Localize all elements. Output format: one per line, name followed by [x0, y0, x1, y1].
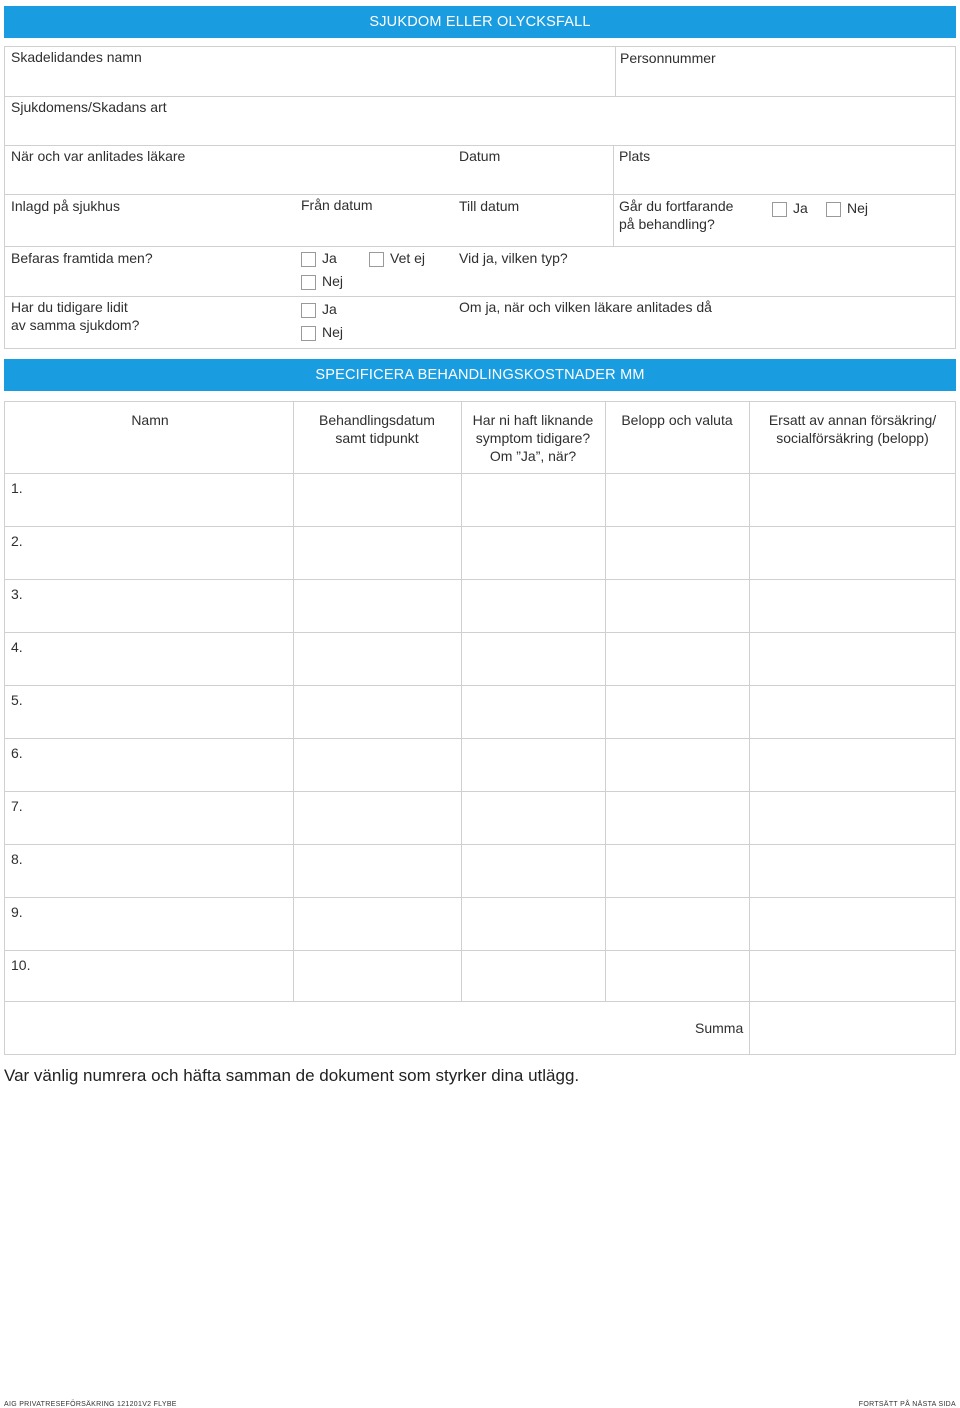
- future-injury-dontknow-checkbox[interactable]: [369, 252, 384, 267]
- future-injury-yes-label: Ja: [322, 250, 337, 266]
- future-injury-no-checkbox[interactable]: [301, 275, 316, 290]
- sum-label: Summa: [695, 1020, 744, 1036]
- table-row-number: 8.: [11, 851, 23, 867]
- from-date-field[interactable]: Från datum: [301, 197, 373, 213]
- col-header-amount: Belopp och valuta: [621, 412, 733, 428]
- ongoing-no-checkbox[interactable]: [826, 202, 841, 217]
- previous-doctor-field[interactable]: Om ja, när och vilken läkare anlitades då: [459, 299, 712, 315]
- previous-illness-line2: av samma sjukdom?: [11, 317, 140, 333]
- ongoing-treatment-line2: på behandling?: [619, 216, 715, 232]
- doctor-place-field[interactable]: Plats: [619, 148, 651, 164]
- future-injury-dontknow-label: Vet ej: [390, 250, 426, 266]
- illness-type-field[interactable]: Sjukdomens/Skadans art: [11, 99, 167, 115]
- injury-type-field[interactable]: Vid ja, vilken typ?: [459, 250, 568, 266]
- injured-name-field[interactable]: Skadelidandes namn: [11, 49, 142, 65]
- future-injury-yes-checkbox[interactable]: [301, 252, 316, 267]
- col-symptoms-line1: Har ni haft liknande: [472, 412, 594, 428]
- previous-illness-yes-label: Ja: [322, 301, 337, 317]
- ongoing-yes-label: Ja: [793, 200, 808, 216]
- table-row-number: 4.: [11, 639, 23, 655]
- personal-number-field[interactable]: Personnummer: [620, 50, 716, 66]
- table-row-number: 7.: [11, 798, 23, 814]
- table-row-number: 1.: [11, 480, 23, 496]
- ongoing-treatment-label: [619, 197, 733, 233]
- footer-continue: FORTSÄTT PÅ NÄSTA SIDA: [858, 1401, 956, 1408]
- instruction-note: Var vänlig numrera och häfta samman de dokument som styrker dina utlägg.: [4, 1066, 580, 1085]
- col-other-line1: Ersatt av annan försäkring/: [768, 412, 937, 428]
- table-row-number: 3.: [11, 586, 23, 602]
- table-row-number: 6.: [11, 745, 23, 761]
- col-other-line2: socialförsäkring (belopp): [776, 430, 929, 446]
- future-injury-label: Befaras framtida men?: [11, 250, 153, 266]
- ongoing-no-label: Nej: [847, 200, 869, 216]
- future-injury-no-label: Nej: [322, 273, 344, 289]
- col-header-treatment-date: [297, 411, 457, 447]
- col-symptoms-line3: Om ”Ja”, när?: [489, 448, 577, 464]
- previous-illness-label: [11, 298, 139, 334]
- section-title-illness: SJUKDOM ELLER OLYCKSFALL: [4, 6, 956, 38]
- sum-field[interactable]: [750, 1002, 955, 1054]
- hospitalized-label: Inlagd på sjukhus: [11, 198, 120, 214]
- table-row-number: 9.: [11, 904, 23, 920]
- previous-illness-yes-checkbox[interactable]: [301, 303, 316, 318]
- to-date-field[interactable]: Till datum: [459, 198, 520, 214]
- ongoing-yes-checkbox[interactable]: [772, 202, 787, 217]
- previous-illness-no-label: Nej: [322, 324, 344, 340]
- col-header-other-insurance: [751, 411, 954, 447]
- doctor-visit-field[interactable]: När och var anlitades läkare: [11, 148, 186, 164]
- col-header-name: Namn: [131, 412, 169, 428]
- footer-form-id: AIG PRIVATRESEFÖRSÄKRING 121201V2 FLYBE: [4, 1401, 177, 1408]
- col-symptoms-line2: symptom tidigare?: [475, 430, 591, 446]
- table-row-number: 2.: [11, 533, 23, 549]
- col-header-symptoms: [463, 411, 603, 465]
- ongoing-treatment-line1: Går du fortfarande: [619, 198, 734, 214]
- table-row-number: 10.: [11, 957, 31, 973]
- section-title-costs: SPECIFICERA BEHANDLINGSKOSTNADER MM: [4, 359, 956, 391]
- previous-illness-no-checkbox[interactable]: [301, 326, 316, 341]
- doctor-date-field[interactable]: Datum: [459, 148, 501, 164]
- col-treatment-line2: samt tidpunkt: [335, 430, 419, 446]
- previous-illness-line1: Har du tidigare lidit: [11, 299, 128, 315]
- table-row-number: 5.: [11, 692, 23, 708]
- col-treatment-line1: Behandlingsdatum: [319, 412, 435, 428]
